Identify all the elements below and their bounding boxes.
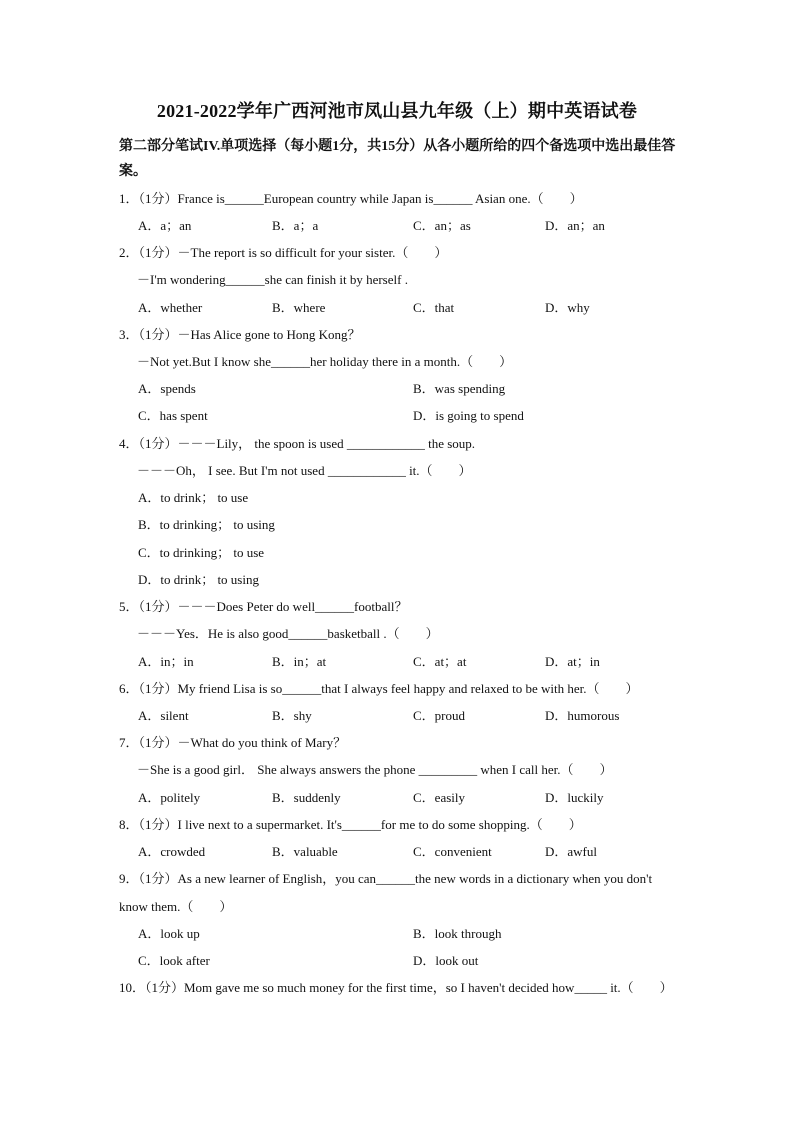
question-2-option-d[interactable]: D．why: [545, 300, 590, 315]
question-8-option-d[interactable]: D．awful: [545, 844, 597, 859]
question-3-stem: 3．（1分）－Has Alice gone to Hong Kong？: [119, 327, 361, 342]
question-2-dialogue: －I'm wondering______she can finish it by herself .: [137, 272, 408, 287]
question-4-stem: 4．（1分）－－－Lily， the spoon is used ____________ the soup.: [119, 436, 476, 451]
question-6-option-c[interactable]: C．proud: [413, 708, 466, 723]
question-3-option-d[interactable]: D．is going to spend: [413, 408, 524, 423]
question-8-option-a[interactable]: A．crowded: [138, 844, 206, 859]
question-2-option-a[interactable]: A．whether: [138, 300, 203, 315]
question-1-stem: 1．（1分）France is______European country while Japan is______ Asian one.（ ）: [119, 191, 583, 206]
question-5-option-a[interactable]: A．in；in: [138, 654, 194, 669]
question-9-option-b[interactable]: B．look through: [413, 926, 502, 941]
question-7-dialogue: －She is a good girl． She always answers the phone _________ when I call her.（ ）: [137, 762, 613, 777]
question-2-stem: 2．（1分）－The report is so difficult for your sister.（ ）: [119, 245, 448, 260]
question-3-option-a[interactable]: A．spends: [138, 381, 196, 396]
question-2-option-b[interactable]: B．where: [272, 300, 326, 315]
question-4-option-d[interactable]: D．to drink； to using: [138, 572, 259, 587]
question-9-option-a[interactable]: A．look up: [138, 926, 200, 941]
question-5-option-d[interactable]: D．at；in: [545, 654, 600, 669]
section-heading: 第二部分笔试IV.单项选择（每小题1分，共15分）从各小题所给的四个备选项中选出最佳答案。: [119, 139, 676, 179]
question-4-dialogue: －－－Oh， I see. But I'm not used ____________ it.（ ）: [137, 463, 472, 478]
question-10-stem-text: 10．（1分）Mom gave me so much money for the first time，so I haven't decided how_____ it.（ ）: [119, 980, 673, 995]
question-4-option-c[interactable]: C．to drinking； to use: [138, 545, 265, 560]
question-6-option-a[interactable]: A．silent: [138, 708, 189, 723]
page-title: 2021-2022学年广西河池市凤山县九年级（上）期中英语试卷: [156, 101, 638, 121]
question-8-option-b[interactable]: B．valuable: [272, 844, 338, 859]
question-5-dialogue: －－－Yes．He is also good______basketball .（ ）: [137, 626, 439, 641]
question-5-stem: 5．（1分）－－－Does Peter do well______football？: [119, 599, 408, 614]
question-6-stem: 6．（1分）My friend Lisa is so______that I always feel happy and relaxed to be with her.（ ）: [119, 681, 639, 696]
question-3-option-b[interactable]: B．was spending: [413, 381, 506, 396]
question-9-option-d[interactable]: D．look out: [413, 953, 479, 968]
question-1-option-c[interactable]: C．an；as: [413, 218, 471, 233]
question-5-option-b[interactable]: B．in；at: [272, 654, 327, 669]
question-5-option-c[interactable]: C．at；at: [413, 654, 467, 669]
question-1-option-b[interactable]: B．a；a: [272, 218, 319, 233]
question-4-option-b[interactable]: B．to drinking； to using: [138, 517, 275, 532]
question-7-option-c[interactable]: C．easily: [413, 790, 465, 805]
question-2-option-c[interactable]: C．that: [413, 300, 455, 315]
question-10-stem: [119, 974, 679, 1002]
question-6-option-d[interactable]: D．humorous: [545, 708, 620, 723]
question-8-option-c[interactable]: C．convenient: [413, 844, 492, 859]
question-8-stem: 8．（1分）I live next to a supermarket. It's______for me to do some shopping.（ ）: [119, 817, 582, 832]
question-6-option-b[interactable]: B．shy: [272, 708, 312, 723]
question-7-option-d[interactable]: D．luckily: [545, 790, 604, 805]
question-1-option-a[interactable]: A．a；an: [138, 218, 192, 233]
question-7-option-a[interactable]: A．politely: [138, 790, 201, 805]
question-9-stem-text: 9．（1分）As a new learner of English，you can______the new words in a dictionary when you don't know them.（ ）: [119, 871, 653, 914]
question-7-stem: 7．（1分）－What do you think of Mary？: [119, 735, 347, 750]
question-9-stem: [119, 865, 679, 921]
question-9-option-c[interactable]: C．look after: [138, 953, 210, 968]
question-1-option-d[interactable]: D．an；an: [545, 218, 605, 233]
question-7-option-b[interactable]: B．suddenly: [272, 790, 341, 805]
question-3-option-c[interactable]: C．has spent: [138, 408, 208, 423]
question-3-dialogue: －Not yet.But I know she______her holiday there in a month.（ ）: [137, 354, 513, 369]
question-4-option-a[interactable]: A．to drink； to use: [138, 490, 249, 505]
